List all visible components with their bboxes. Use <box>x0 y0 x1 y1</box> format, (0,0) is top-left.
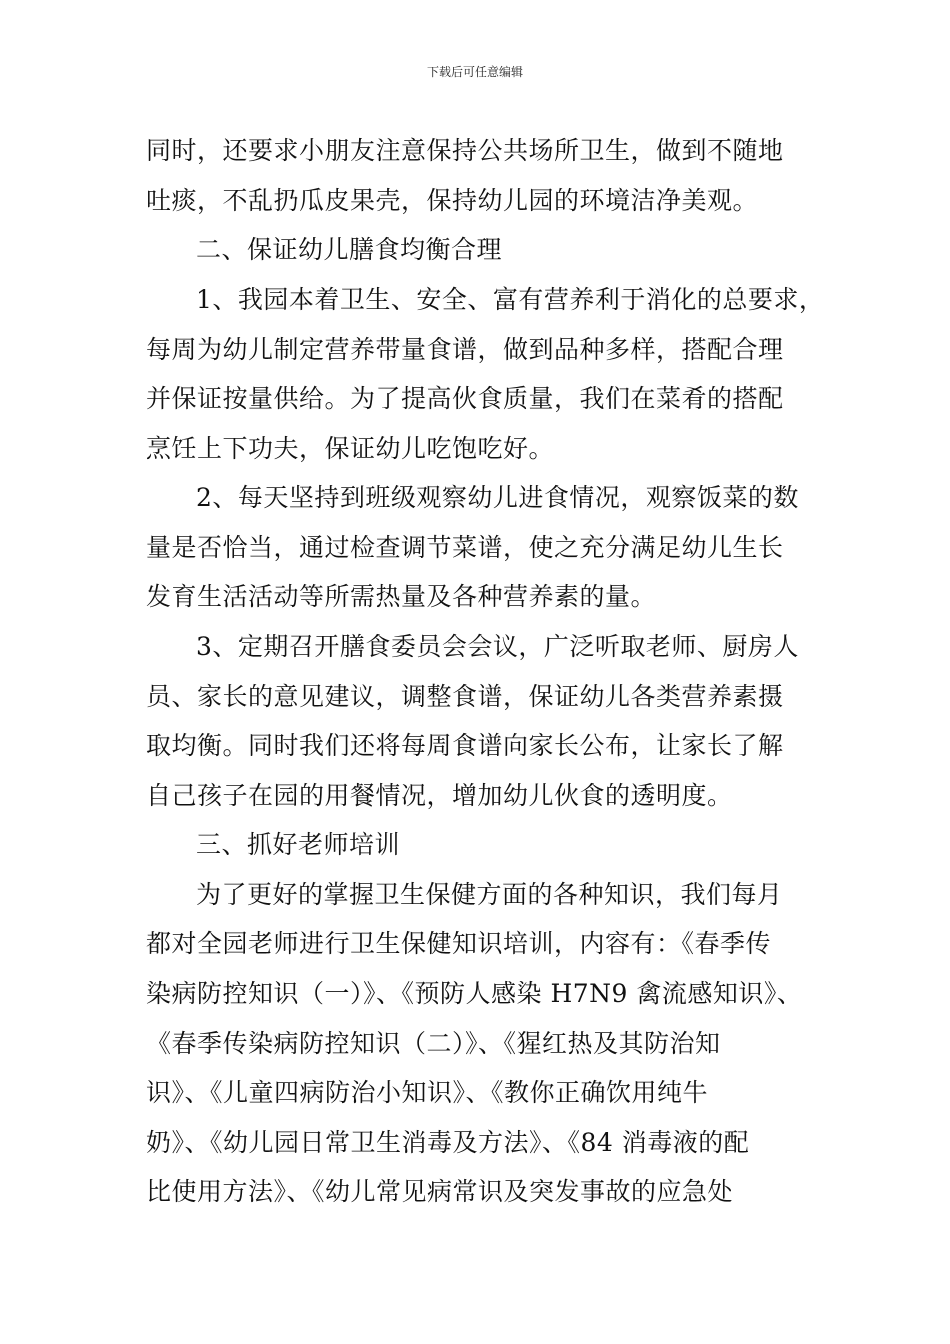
text-line: 《春季传染病防控知识（二）》、《猩红热及其防治知 <box>146 1029 721 1058</box>
text-line: 量是否恰当，通过检查调节菜谱，使之充分满足幼儿生长 <box>146 533 784 562</box>
text-line: 吐痰，不乱扔瓜皮果壳，保持幼儿园的环境洁净美观。 <box>146 186 759 215</box>
text-line: 都对全园老师进行卫生保健知识培训，内容有：《春季传 <box>146 929 772 958</box>
text-line: 并保证按量供给。为了提高伙食质量，我们在菜肴的搭配 <box>146 384 784 413</box>
text-line: 烹饪上下功夫，保证幼儿吃饱吃好。 <box>146 434 555 463</box>
text-line: 3、定期召开膳食委员会会议，广泛听取老师、厨房人 <box>196 632 799 661</box>
section-heading: 二、保证幼儿膳食均衡合理 <box>196 235 503 264</box>
text-line: 比使用方法》、《幼儿常见病常识及突发事故的应急处 <box>146 1177 734 1206</box>
text-line: 2、每天坚持到班级观察幼儿进食情况，观察饭菜的数 <box>196 483 799 512</box>
text-line: 每周为幼儿制定营养带量食谱，做到品种多样，搭配合理 <box>146 335 784 364</box>
text-line: 染病防控知识（一）》、《预防人感染 H7N9 禽流感知识》、 <box>146 979 803 1008</box>
text-line: 为了更好的掌握卫生保健方面的各种知识，我们每月 <box>196 880 783 909</box>
text-line: 1、我园本着卫生、安全、富有营养利于消化的总要求， <box>196 285 825 314</box>
text-line: 自己孩子在园的用餐情况，增加幼儿伙食的透明度。 <box>146 781 733 810</box>
text-line: 员、家长的意见建议，调整食谱，保证幼儿各类营养素摄 <box>146 682 784 711</box>
text-line: 奶》、《幼儿园日常卫生消毒及方法》、《84 消毒液的配 <box>146 1128 750 1157</box>
text-line: 发育生活活动等所需热量及各种营养素的量。 <box>146 582 657 611</box>
text-line: 同时，还要求小朋友注意保持公共场所卫生，做到不随地 <box>146 136 784 165</box>
text-line: 识》、《儿童四病防治小知识》、《教你正确饮用纯牛 <box>146 1078 709 1107</box>
section-heading: 三、抓好老师培训 <box>196 830 401 859</box>
page-header: 下载后可任意编辑 <box>426 65 523 79</box>
text-line: 取均衡。同时我们还将每周食谱向家长公布，让家长了解 <box>146 731 784 760</box>
